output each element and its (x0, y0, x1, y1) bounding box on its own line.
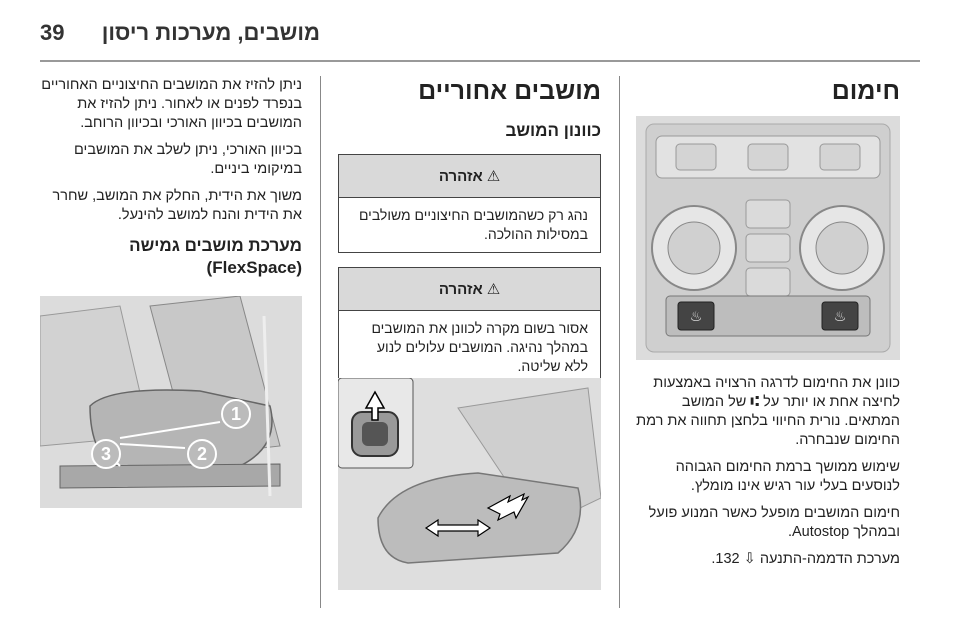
page-header (0, 0, 960, 62)
heating-paragraph-4: מערכת הדממה-התנעה ⇩ 132. (711, 551, 900, 567)
rear-seats-heading: מושבים אחוריים (418, 77, 601, 105)
rear-seats-section (338, 76, 601, 399)
callout-1: 1 (230, 404, 242, 424)
heating-paragraph-1: כוונן את החימום לדרגה הרצויה באמצעות לחיצה אחת או יותר על ⑆ של המושב המתאים. נורית החיווי בלחצן תחווה את רמת החימום שנבחרה. (636, 375, 900, 448)
warning-text-1: נהג רק כשהמושבים החיצוניים משולבים במסילות ההולכה. (358, 207, 588, 242)
seat-slide-figure (338, 378, 601, 590)
flexspace-subheading: מערכת מושבים גמישה (FlexSpace) (129, 236, 302, 277)
warning-header-2 (339, 268, 600, 311)
column-divider-left (320, 76, 321, 608)
warning-box-2 (338, 267, 601, 385)
svg-text:♨: ♨ (689, 309, 703, 325)
rear-seats-paragraph-2: בכיוון האורכי, ניתן לשלב את המושבים במיקומי ביניים. (74, 142, 302, 177)
header-rule (40, 60, 920, 62)
seat-adjustment-subheading: כוונון המושב (505, 121, 601, 140)
warning-box-1 (338, 154, 601, 253)
callout-2: 2 (196, 444, 208, 464)
flexspace-seat-figure (40, 296, 302, 508)
flexspace-section (40, 76, 302, 291)
heating-heading: חימום (831, 77, 900, 105)
heating-paragraph-3: חימום המושבים מופעל כאשר המנוע פועל ובמהלך Autostop. (648, 505, 900, 540)
warning-header-1 (339, 155, 600, 198)
page-number: 39 (40, 20, 65, 45)
warning-text-2: אסור בשום מקרה לכוונן את המושבים במהלך נהיגה. המושבים עלולים לנוע ללא שליטה. (371, 320, 588, 374)
heating-controls-figure (636, 116, 900, 360)
rear-seats-paragraph-3: משוך את הידית, החלק את המושב, שחרר את הידית והנח למושב להינעל. (52, 188, 302, 223)
warning-title-1: אזהרה (438, 167, 483, 185)
warning-title-2: אזהרה (438, 280, 483, 298)
chapter-title: מושבים, מערכות ריסון (101, 20, 320, 45)
warning-icon: ⚠ (486, 168, 501, 185)
column-divider-right (619, 76, 620, 608)
rear-seats-paragraph-1: ניתן להזיז את המושבים החיצוניים האחוריים בנפרד לפנים או לאחור. ניתן להזיז את המושבים בכיוון האורכי ובכיוון הרוחב. (41, 77, 302, 131)
warning-icon: ⚠ (486, 281, 501, 298)
heating-paragraph-2: שימוש ממושך ברמת החימום הגבוהה לנוסעים בעלי עור רגיש אינו מומלץ. (675, 459, 900, 494)
heating-section (636, 76, 900, 577)
callout-3: 3 (100, 444, 112, 464)
svg-text:♨: ♨ (833, 309, 847, 325)
